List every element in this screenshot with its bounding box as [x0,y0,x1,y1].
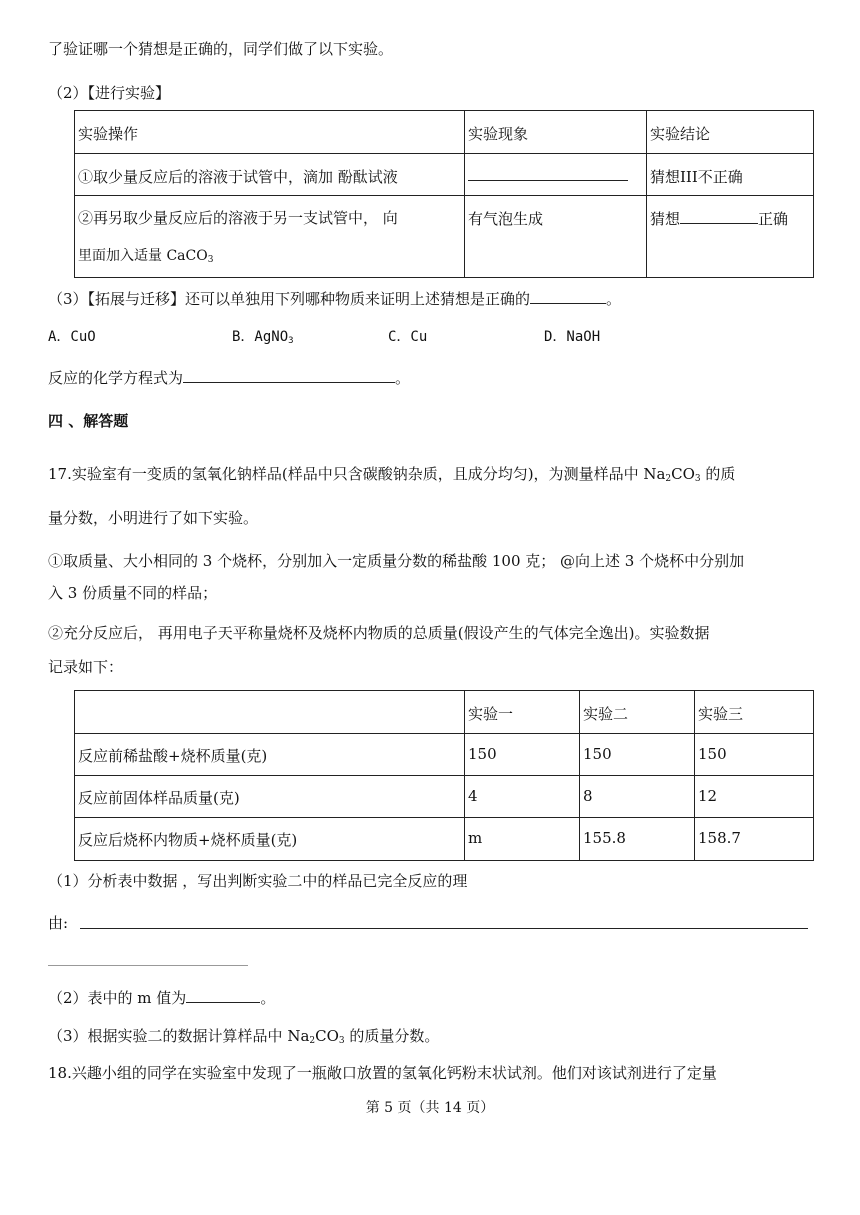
q3-blank [530,289,606,304]
q17-line1-mid: CO [671,465,695,483]
table-cell: 150 [695,734,814,776]
equation-end: 。 [395,369,411,387]
exp-row2-op-line1: ②再另取少量反应后的溶液于另一支试管中， 向 [78,209,398,227]
option-b [232,326,294,352]
sub3-text: （3）根据实验二的数据计算样品中 Na [48,1027,310,1045]
exp-header-operation: 实验操作 [75,111,465,154]
sub2-line [48,987,275,1009]
table-cell: 155.8 [580,818,695,861]
exp-header-conclusion: 实验结论 [647,111,814,154]
table-cell: 8 [580,776,695,818]
sub1-line2: 由: [48,914,69,932]
q17-line1-text: 17.实验室有一变质的氢氧化钠样品(样品中只含碳酸钠杂质，且成分均匀)，为测量样品中 Na [48,465,666,483]
exp-row2-conclusion [647,196,814,278]
equation-prefix: 反应的化学方程式为 [48,369,184,387]
option-b-text: B．AgNO [232,329,289,345]
q17-step1-a: ①取质量、大小相同的 3 个烧杯，分别加入一定质量分数的稀盐酸 100 克； @向上述 3 个烧杯中分别加 [48,552,745,570]
exp-row1-conclusion: 猜想III不正确 [647,154,814,196]
q17-line2: 量分数，小明进行了如下实验。 [48,509,259,527]
equation-line [48,367,410,389]
subscript: 2 [309,1036,316,1046]
table-cell: m [465,818,580,861]
intro-line: 了验证哪一个猜想是正确的，同学们做了以下实验。 [48,40,394,58]
table-cell: 150 [580,734,695,776]
table-cell: 反应前稀盐酸+烧杯质量(克) [75,734,465,776]
option-a: A．CuO [48,329,96,345]
data-header-blank [75,691,465,734]
exp-row1-phenomenon [465,154,647,196]
q3-line [48,288,621,310]
exp-header-phenomenon: 实验现象 [465,111,647,154]
q17-step2-b: 记录如下： [48,658,124,676]
section-title: 四 、解答题 [48,412,129,430]
conclusion-blank [680,209,758,224]
conclusion-prefix: 猜想 [650,210,681,228]
answer-line-short [48,965,248,966]
q18-line: 18.兴趣小组的同学在实验室中发现了一瓶敞口放置的氢氧化钙粉末状试剂。他们对该试剂进行了定量 [48,1064,717,1082]
table-cell: 4 [465,776,580,818]
q17-step2-a: ②充分反应后， 再用电子天平称量烧杯及烧杯内物质的总质量(假设产生的气体完全逸出)。实验数据 [48,624,710,642]
q17-step1-b: 入 3 份质量不同的样品； [48,584,218,602]
subscript: 2 [665,474,672,484]
exp-row1-operation: ①取少量反应后的溶液于试管中，滴加 酚酞试液 [75,154,465,196]
exp-row2-op-line2-text: 里面加入适量 CaCO [78,248,208,264]
q17-line1-post: 的质 [700,465,736,483]
q17-line1 [48,463,735,490]
equation-blank [183,368,395,383]
page-footer: 第 5 页（共 14 页） [365,1100,495,1116]
exp-row2-operation [75,196,465,278]
experiment-table [74,110,814,278]
conclusion-suffix: 正确 [758,210,789,228]
data-header-exp1: 实验一 [465,691,580,734]
subscript: 3 [207,255,214,265]
table-cell: 150 [465,734,580,776]
data-header-exp3: 实验三 [695,691,814,734]
option-c: C．Cu [388,329,428,345]
data-header-exp2: 实验二 [580,691,695,734]
sub2-text: （2）表中的 m 值为 [48,989,187,1007]
phenomenon-blank [468,166,628,181]
subscript: 3 [338,1036,345,1046]
sub3-mid: CO [315,1027,339,1045]
subscript: 3 [694,474,701,484]
q3-text: （3）【拓展与迁移】还可以单独用下列哪种物质来证明上述猜想是正确的 [48,290,531,308]
subscript: 3 [288,336,294,346]
q2-label: （2）【进行实验】 [48,84,171,102]
table-cell: 反应后烧杯内物质+烧杯质量(克) [75,818,465,861]
exp-row2-op-line2 [78,246,461,270]
answer-line [80,928,808,929]
sub3-post: 的质量分数。 [344,1027,440,1045]
table-cell: 12 [695,776,814,818]
sub2-end: 。 [260,989,276,1007]
exp-row2-phenomenon: 有气泡生成 [465,196,647,278]
sub3-line [48,1025,439,1052]
table-cell: 反应前固体样品质量(克) [75,776,465,818]
q3-end: 。 [606,290,622,308]
m-value-blank [186,988,260,1003]
sub1-line1: （1）分析表中数据 ，写出判断实验二中的样品已完全反应的理 [48,872,468,890]
table-cell: 158.7 [695,818,814,861]
data-table [74,690,814,861]
option-d: D．NaOH [544,329,601,345]
